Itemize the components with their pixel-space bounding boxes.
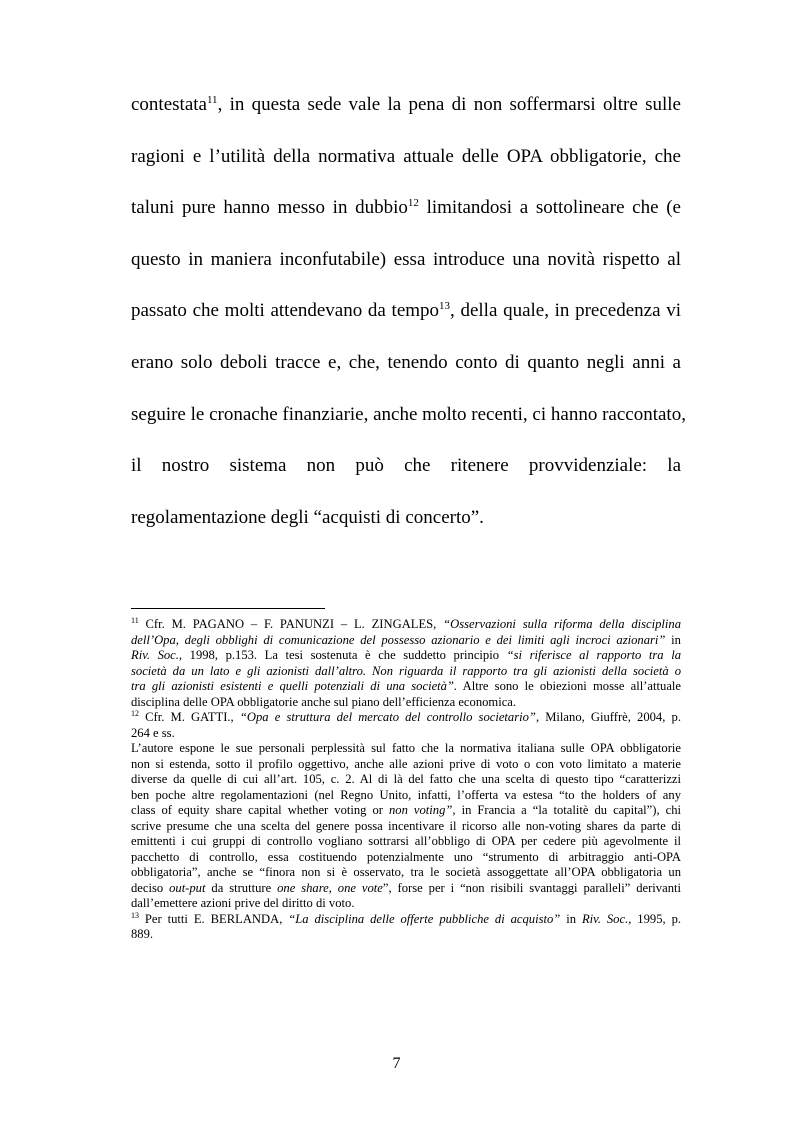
italic-text: dell’Opa, degli obblighi di comunicazione del possesso azionario e dei limiti agli incroci azionari” — [131, 632, 666, 647]
text-run: , Milano, Giuffrè, 2004, p. — [535, 710, 681, 724]
text-run: limitandosi a sottolineare che (e — [418, 197, 681, 219]
text-run: , della quale, in precedenza vi — [450, 300, 681, 322]
italic-text: Riv. Soc., — [581, 911, 632, 926]
paragraph-line — [131, 300, 681, 322]
italic-text: non voting” — [389, 803, 453, 817]
text-run: non si estenda, sotto il profilo oggettivo, anche alle azioni prive di voto o con voto limitato a materie — [131, 756, 681, 771]
text-run: , in Francia a “la totalitè du capital”), chi — [452, 803, 681, 817]
paragraph-line — [131, 352, 681, 374]
text-run: diverse da quelle di cui all’art. 105, c. 2. Al di là del fatto che una scelta di questo tipo “caratterizzi — [131, 772, 681, 786]
text-run: ben poche altre regolamentazioni (nel Regno Unito, infatti, l’offerta va estesa “to the holders of any — [131, 787, 681, 802]
text-run: in — [665, 632, 681, 647]
footnote-line — [131, 834, 681, 849]
text-run: 264 e ss. — [131, 725, 175, 740]
text-run: ”, forse per i “non risibili svantaggi paralleli” derivanti — [382, 880, 681, 895]
footnote-line — [131, 648, 681, 663]
italic-text: “si riferisce al rapporto tra la — [506, 648, 681, 662]
footnote-line — [131, 757, 681, 772]
footnote-line — [131, 896, 681, 911]
text-run: in — [560, 911, 582, 926]
footnote-line — [131, 664, 681, 679]
footnote-line — [131, 710, 681, 725]
italic-text: tra gli azionisti esistenti e quelli potenziali di una società”. — [131, 679, 458, 693]
footnote-marker: 13 — [131, 910, 139, 920]
text-run: 889. — [131, 927, 154, 941]
text-run: passato che molti attendevano da tempo — [131, 300, 440, 322]
footnote-marker: 12 — [131, 709, 139, 718]
footnote-marker: 13 — [439, 300, 451, 313]
footnote-line — [131, 788, 681, 803]
text-run: , in questa sede vale la pena di non soffermarsi oltre sulle — [217, 94, 681, 115]
text-run: Cfr. M. GATTI., — [139, 710, 240, 724]
italic-text: “Opa e struttura del mercato del controllo societario” — [239, 710, 536, 724]
footnote-marker: 11 — [206, 94, 218, 106]
italic-text: Riv. Soc., — [131, 648, 183, 662]
text-run: Cfr. M. PAGANO – F. PANUNZI – L. ZINGALES, — [138, 617, 444, 631]
paragraph-line — [131, 403, 686, 426]
text-run: dall’emettere azioni prive del diritto di voto. — [131, 896, 355, 910]
italic-text: società da un lato e gli azionisti dall’altro. Non riguarda il rapporto tra gli azionisti della società o — [131, 663, 681, 678]
text-run: 1995, p. — [631, 911, 682, 926]
italic-text: out-put — [169, 880, 206, 895]
footnote-line — [131, 679, 681, 694]
text-run: contestata — [131, 94, 207, 115]
text-run: scrive presume che una scelta del genere possa incentivare il ricorso alle non-voting shares da parte di — [131, 818, 681, 833]
text-run: deciso — [131, 880, 170, 895]
footnote-line — [131, 695, 681, 710]
text-run: erano solo deboli tracce e, che, tenendo conto di quanto negli anni a — [131, 352, 681, 373]
footnote-line — [131, 819, 681, 834]
footnote-line — [131, 881, 681, 896]
italic-text: one share, one vote — [277, 880, 383, 895]
text-run: class of equity share capital whether voting or — [131, 803, 389, 817]
text-run: ragioni e l’utilità della normativa attuale delle OPA obbligatorie, che — [131, 145, 681, 167]
text-run: disciplina delle OPA obbligatorie anche sul piano dell’efficienza economica. — [131, 694, 517, 709]
paragraph-line — [131, 249, 681, 271]
footnote-line — [131, 726, 681, 741]
text-run: taluni pure hanno messo in dubbio — [131, 197, 408, 219]
text-run: da strutture — [205, 880, 278, 895]
text-run: obbligatoria”, anche se “finora non si è osservato, tra le società assoggettate all’OPA obbligatoria un — [131, 865, 681, 879]
paragraph-line — [131, 507, 681, 529]
paragraph-line — [131, 94, 681, 116]
paragraph-line — [131, 197, 681, 219]
text-run: 1998, p.153. La tesi sostenuta è che suddetto principio — [182, 648, 507, 662]
italic-text: “La disciplina delle offerte pubbliche di acquisto” — [288, 911, 561, 926]
text-run: Altre sono le obiezioni mosse all’attuale — [457, 679, 681, 693]
footnote-marker: 11 — [131, 616, 139, 625]
footnote-line — [131, 865, 681, 880]
text-run: Per tutti E. BERLANDA, — [139, 911, 289, 926]
text-run: pacchetto di controllo, essa costituendo potenzialmente uno “strumento di arbitraggio anti-OPA — [131, 849, 681, 864]
footnote-line — [131, 803, 681, 818]
text-run: questo in maniera inconfutabile) essa introduce una novità rispetto al — [131, 248, 681, 270]
footnote-line — [131, 741, 681, 756]
text-run: L’autore espone le sue personali perplessità sul fatto che la normativa italiana sulle OPA obbligatorie — [131, 741, 681, 755]
footnote-line — [131, 927, 681, 942]
footnote-line — [131, 633, 681, 648]
italic-text: “Osservazioni sulla riforma della disciplina — [443, 617, 681, 631]
footnote-line — [131, 850, 681, 865]
footnote-line — [131, 617, 681, 632]
footnote-line — [131, 772, 681, 787]
text-run: il nostro sistema non può che ritenere provvidenziale: la — [131, 455, 681, 477]
text-run: emittenti i cui gruppi di controllo vogliano sottrarsi all’obbligo di OPA per cedere più agevolmente il — [131, 834, 681, 848]
paragraph-line — [131, 455, 681, 477]
text-run: seguire le cronache finanziarie, anche molto recenti, ci hanno raccontato, — [131, 403, 686, 425]
paragraph-line — [131, 146, 681, 168]
text-run: regolamentazione degli “acquisti di concerto”. — [131, 506, 484, 528]
footnote-line — [131, 912, 681, 927]
footnote-separator — [131, 608, 325, 609]
footnote-marker: 12 — [407, 197, 419, 210]
page-number: 7 — [392, 1055, 401, 1072]
